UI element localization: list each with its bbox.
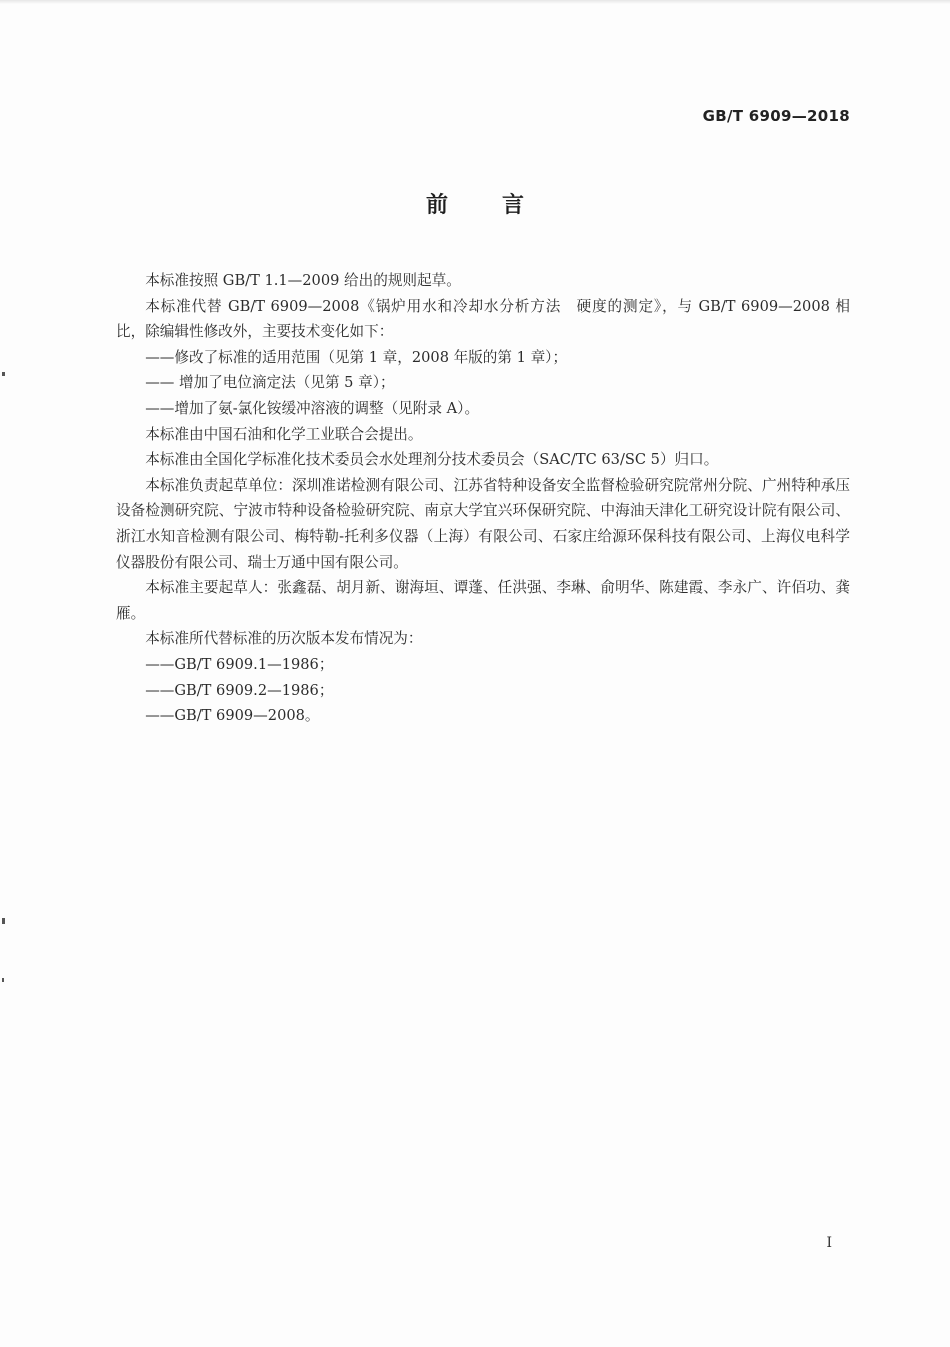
history-item: ——GB/T 6909.1—1986； (145, 655, 334, 673)
scan-artifact (2, 372, 5, 376)
standard-code: GB/T 6909—2018 (702, 107, 850, 125)
paragraph: 本标准由中国石油和化学工业联合会提出。 (145, 425, 423, 443)
history-item: ——GB/T 6909—2008。 (145, 707, 320, 725)
change-item: —— 增加了电位滴定法（见第 5 章）； (145, 374, 395, 392)
title-char-2: 言 (502, 193, 525, 218)
paragraph: 本标准所代替标准的历次版本发布情况为： (145, 630, 423, 648)
paragraph: 本标准主要起草人：张鑫磊、胡月新、谢海垣、谭蓬、任洪强、李琳、俞明华、陈建霞、李永广、许佰功、龚雁。 (116, 579, 850, 622)
paragraph: 本标准由全国化学标准化技术委员会水处理剂分技术委员会（SAC/TC 63/SC 5）归口。 (145, 451, 719, 469)
scan-artifact (2, 918, 5, 924)
scan-top-edge (0, 0, 950, 4)
change-item: ——修改了标准的适用范围（见第 1 章，2008 年版的第 1 章）； (145, 348, 568, 366)
history-item: ——GB/T 6909.2—1986； (145, 681, 334, 699)
paragraph: 本标准代替 GB/T 6909—2008《锅炉用水和冷却水分析方法 硬度的测定》，与 GB/T 6909—2008 相比，除编辑性修改外，主要技术变化如下： (116, 297, 850, 341)
title-char-1: 前 (425, 193, 448, 218)
foreword-body (116, 268, 850, 729)
page-number: I (826, 1235, 832, 1251)
scan-artifact (2, 978, 4, 982)
paragraph: 本标准负责起草单位：深圳准诺检测有限公司、江苏省特种设备安全监督检验研究院常州分院、广州特种承压设备检测研究院、宁波市特种设备检验研究院、南京大学宜兴环保研究院、中海油天津化工研究设计院有限公司、浙江水知音检测有限公司、梅特勒-托利多仪器（上海）有限公司、石家庄给源环保科技有限公司、上海仪电科学仪器股份有限公司、瑞士万通中国有限公司。 (116, 476, 850, 571)
page-title (0, 188, 950, 219)
change-item: ——增加了氨-氯化铵缓冲溶液的调整（见附录 A）。 (145, 399, 480, 417)
paragraph: 本标准按照 GB/T 1.1—2009 给出的规则起草。 (145, 272, 461, 289)
